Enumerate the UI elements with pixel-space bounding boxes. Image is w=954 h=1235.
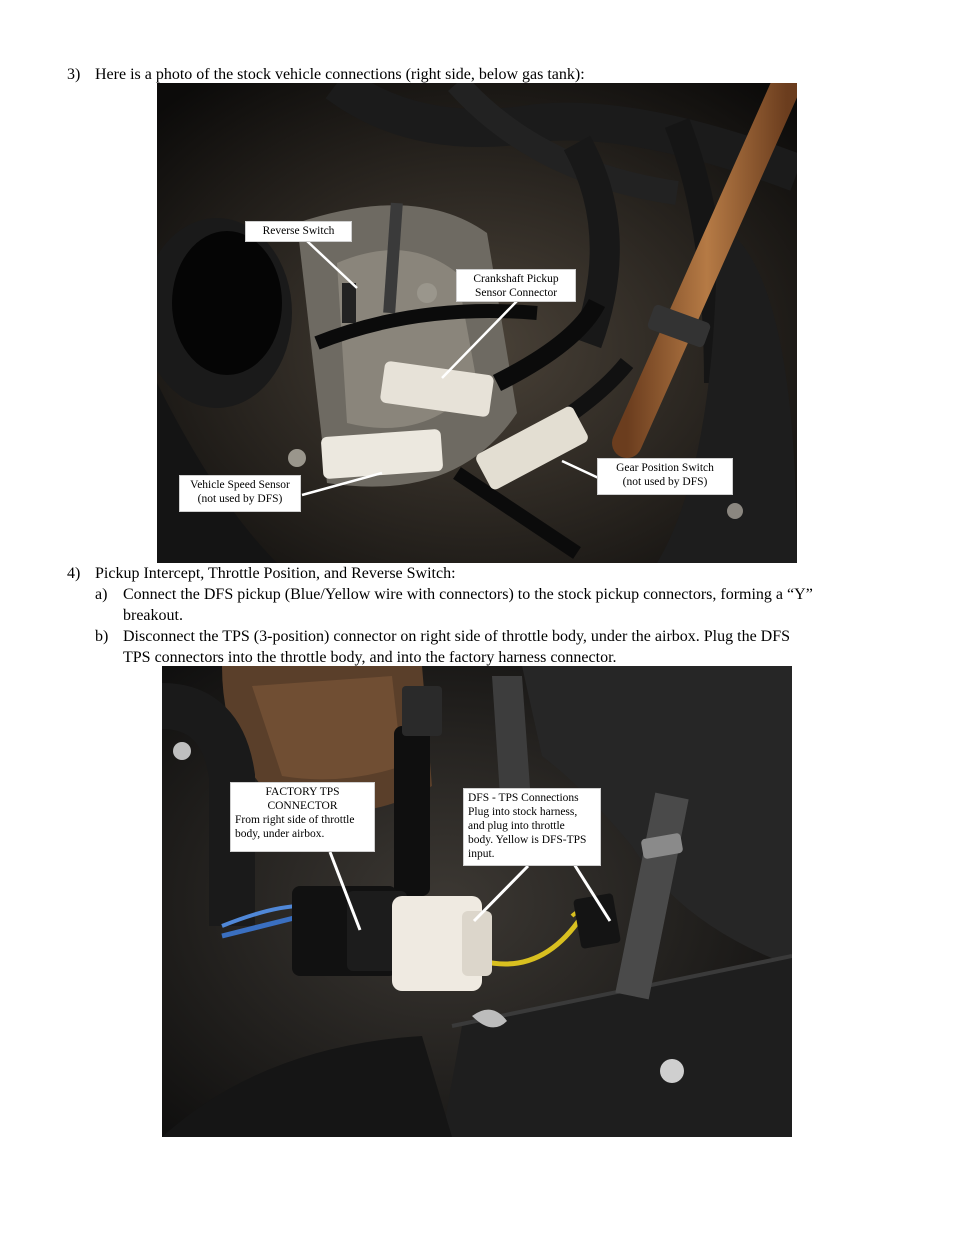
callout-factory-tps (230, 782, 375, 852)
tps-connections-photo (162, 666, 792, 1137)
callout-vss-line-2: (not used by DFS) (197, 493, 283, 505)
callout-vss-line-1: Vehicle Speed Sensor (190, 479, 290, 491)
callout-dfs-line-5: input. (468, 848, 495, 860)
step-4a-line-2: breakout. (123, 607, 183, 624)
callout-factory-line-2: CONNECTOR (267, 800, 338, 812)
callout-crankshaft-pickup (456, 269, 576, 302)
step-3-number: 3) (67, 66, 81, 83)
callout-factory-line-1: FACTORY TPS (265, 786, 340, 798)
callout-crankshaft-line-1: Crankshaft Pickup (473, 273, 559, 285)
callout-dfs-line-4: body. Yellow is DFS-TPS (468, 834, 587, 846)
callout-dfs-line-3: and plug into throttle (468, 820, 565, 832)
step-3-text: Here is a photo of the stock vehicle connections (right side, below gas tank): (95, 66, 585, 83)
callout-crankshaft-line-2: Sensor Connector (474, 287, 558, 299)
step-4b-line-2: TPS connectors into the throttle body, and into the factory harness connector. (123, 649, 617, 666)
step-4a-marker: a) (95, 586, 108, 603)
callout-factory-line-4: body, under airbox. (235, 828, 325, 840)
callout-dfs-tps (463, 788, 601, 866)
callout-reverse-switch-text: Reverse Switch (262, 225, 335, 237)
callout-dfs-line-1: DFS - TPS Connections (468, 792, 579, 804)
callout-factory-line-3: From right side of throttle (235, 814, 355, 826)
callout-dfs-line-2: Plug into stock harness, (468, 806, 578, 818)
step-4b-marker: b) (95, 628, 109, 645)
callout-vehicle-speed-sensor (179, 475, 301, 512)
step-4b-line-1: Disconnect the TPS (3-position) connector on right side of throttle body, under the airbox. Plug the DFS (123, 628, 791, 645)
step-4-number: 4) (67, 565, 81, 582)
photo-2-pointer-lines (162, 666, 792, 1137)
callout-gps-line-1: Gear Position Switch (616, 462, 714, 474)
step-4a-line-1: Connect the DFS pickup (Blue/Yellow wire with connectors) to the stock pickup connectors, forming a “Y” (123, 586, 813, 603)
callout-gps-line-2: (not used by DFS) (622, 476, 708, 488)
callout-reverse-switch (245, 221, 352, 242)
callout-gear-position-switch (597, 458, 733, 495)
step-4-text: Pickup Intercept, Throttle Position, and Reverse Switch: (95, 565, 456, 582)
